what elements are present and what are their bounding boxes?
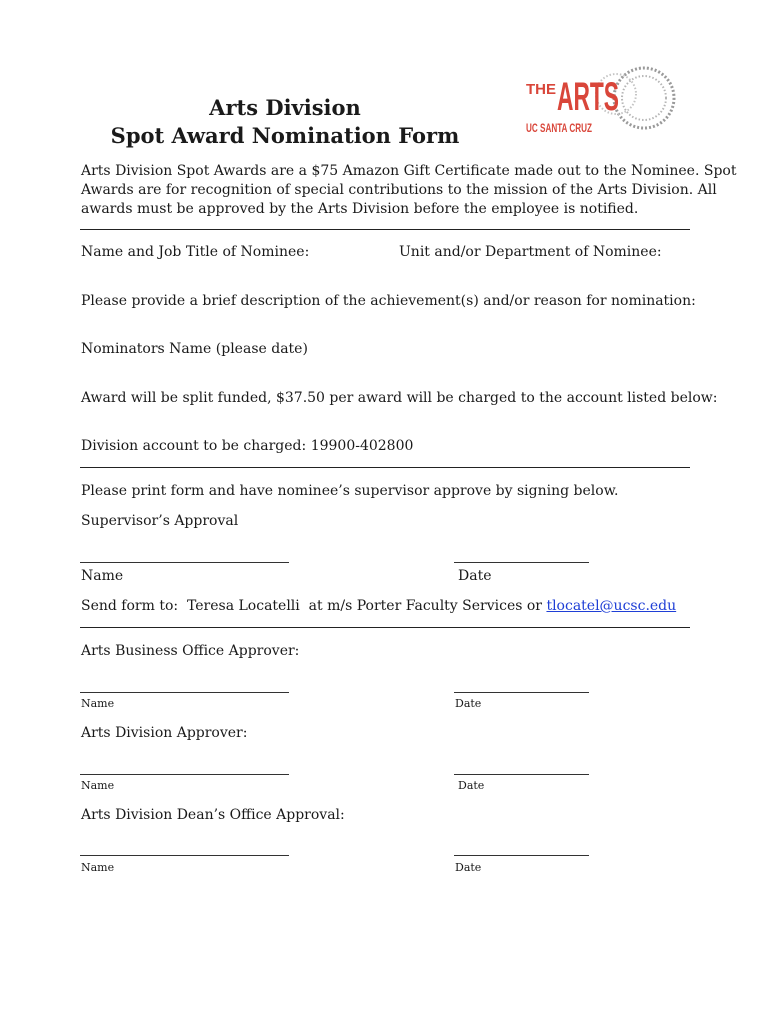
description-label: Please provide a brief description of the achievement(s) and/or reason for nomination: <box>81 293 696 309</box>
send-form-text <box>81 596 676 616</box>
supervisor-date-signature-line[interactable] <box>454 562 589 563</box>
supervisor-name-signature-line[interactable] <box>80 562 289 563</box>
logo-campus: UC SANTA CRUZ <box>526 121 592 135</box>
divider <box>80 229 690 230</box>
print-instruction: Please print form and have nominee’s supervisor approve by signing below. <box>81 483 619 499</box>
form-title-line2: Spot Award Nomination Form <box>110 123 460 148</box>
intro-line-3: awards must be approved by the Arts Division before the employee is notified. <box>81 201 639 217</box>
email-link[interactable]: tlocatel@ucsc.edu <box>546 598 677 614</box>
division-name-label: Name <box>81 779 115 792</box>
nominator-label: Nominators Name (please date) <box>81 341 308 357</box>
split-funded-text: Award will be split funded, $37.50 per award will be charged to the account listed below: <box>81 390 718 406</box>
nominee-unit-label: Unit and/or Department of Nominee: <box>399 244 662 260</box>
intro-line-2: Awards are for recognition of special contributions to the mission of the Arts Division. All <box>81 182 717 198</box>
nominee-name-label: Name and Job Title of Nominee: <box>81 244 310 260</box>
supervisor-approval-heading: Supervisor’s Approval <box>81 513 239 529</box>
send-form-label: Send form to: Teresa Locatelli at m/s Porter Faculty Services or <box>81 598 547 614</box>
division-name-signature-line[interactable] <box>80 774 289 775</box>
dean-name-label: Name <box>81 861 115 874</box>
supervisor-date-label: Date <box>458 568 492 584</box>
dean-name-signature-line[interactable] <box>80 855 289 856</box>
form-title-line1: Arts Division <box>209 95 361 120</box>
logo-the: THE <box>526 81 556 98</box>
intro-line-1: Arts Division Spot Awards are a $75 Amazon Gift Certificate made out to the Nominee. Spot <box>81 163 737 179</box>
divider <box>80 627 690 628</box>
division-approver-label: Arts Division Approver: <box>81 725 248 741</box>
dean-date-label: Date <box>455 861 482 874</box>
business-office-date-label: Date <box>455 697 482 710</box>
account-text: Division account to be charged: 19900-402800 <box>81 438 414 454</box>
business-office-date-signature-line[interactable] <box>454 692 589 693</box>
business-office-name-signature-line[interactable] <box>80 692 289 693</box>
business-office-name-label: Name <box>81 697 115 710</box>
dean-approval-label: Arts Division Dean’s Office Approval: <box>81 807 345 823</box>
divider <box>80 467 690 468</box>
division-date-label: Date <box>458 779 485 792</box>
supervisor-name-label: Name <box>81 568 124 584</box>
dean-date-signature-line[interactable] <box>454 855 589 856</box>
business-office-approver-label: Arts Business Office Approver: <box>81 643 300 659</box>
logo-arts: ARTS <box>557 75 619 119</box>
division-date-signature-line[interactable] <box>454 774 589 775</box>
